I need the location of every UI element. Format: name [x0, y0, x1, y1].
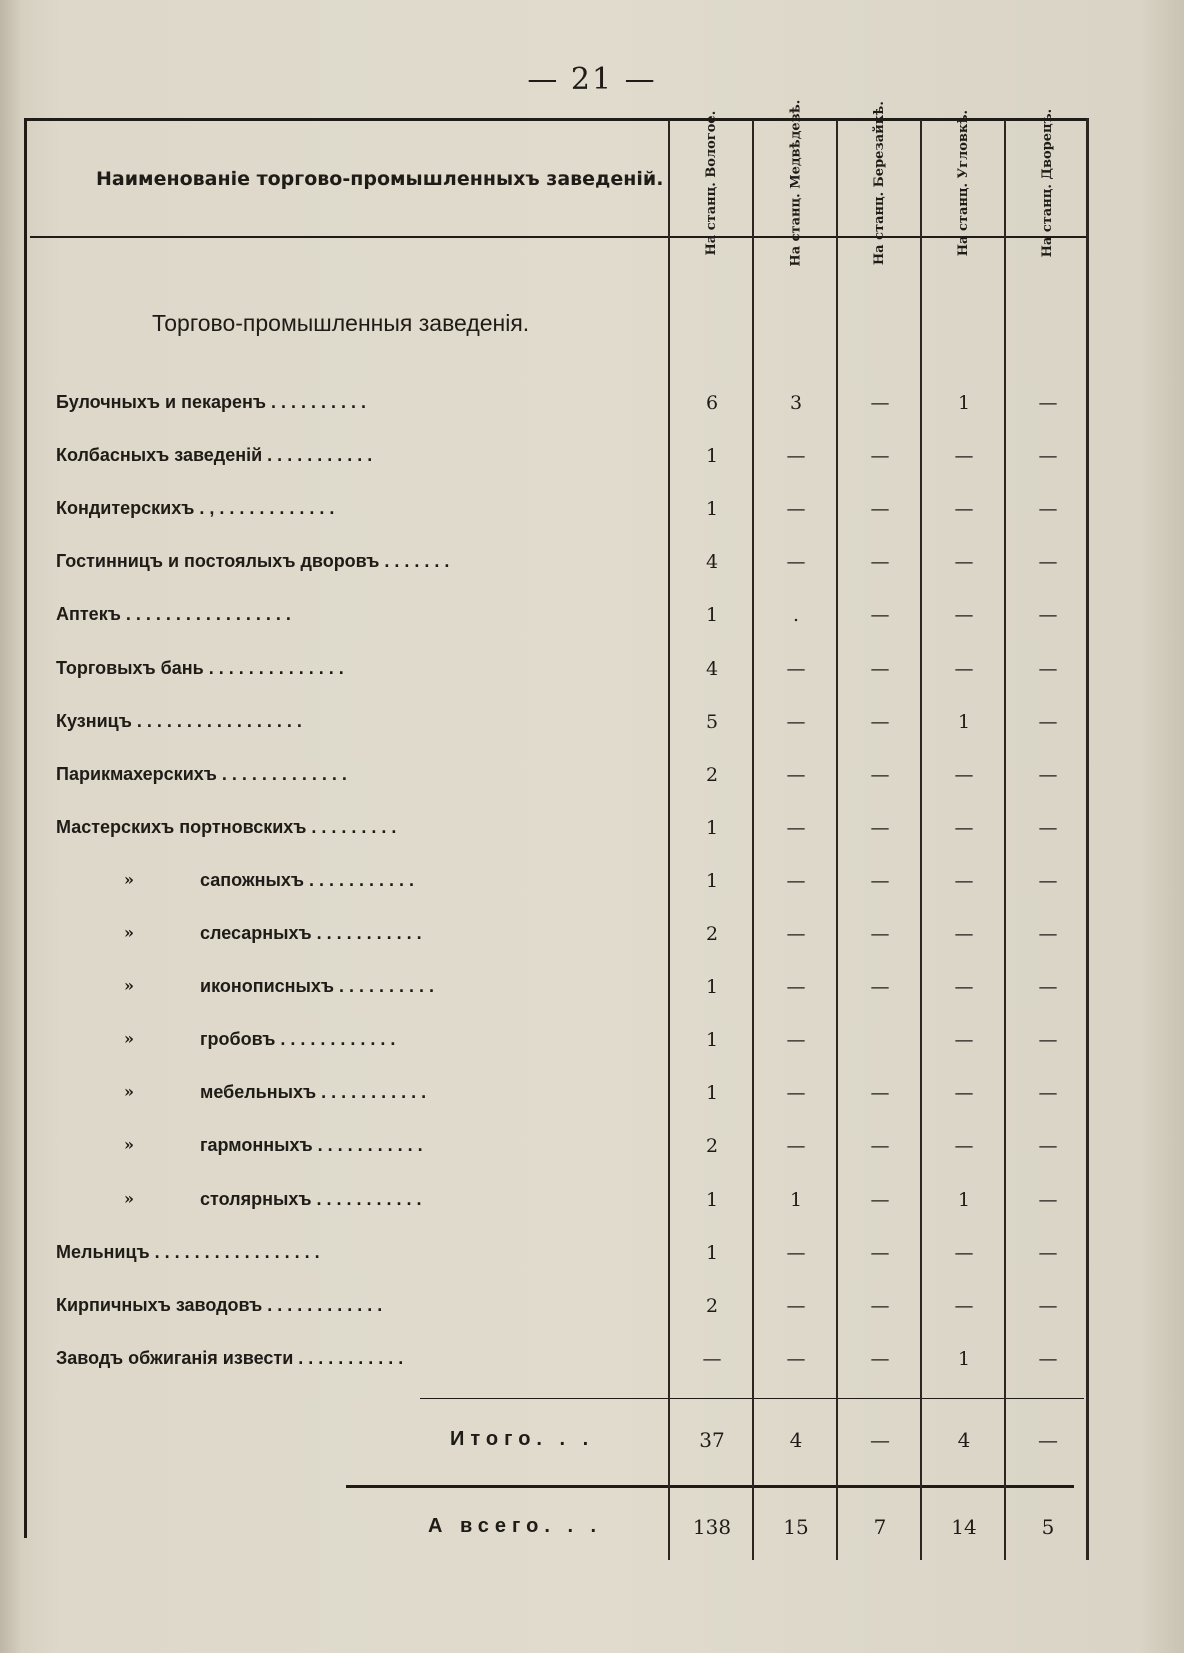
table-row [0, 658, 1184, 708]
row-cell: — [1038, 976, 1058, 998]
itogo-cell: — [1038, 1428, 1058, 1452]
vsego-row [0, 1515, 1184, 1565]
itogo-cell: — [870, 1428, 890, 1452]
table-row [0, 870, 1184, 920]
vsego-top-rule [346, 1485, 1074, 1488]
row-cell: — [870, 1295, 890, 1317]
itogo-cell: 37 [699, 1428, 725, 1452]
row-label: Гостинницъ и постоялыхъ дворовъ . . . . . . . [56, 551, 450, 571]
table-row [0, 1348, 1184, 1398]
row-cell: — [1038, 551, 1058, 573]
row-label: иконописныхъ . . . . . . . . . . [200, 976, 435, 996]
column-header-dvorets: На станц. Дворецъ. [1039, 108, 1055, 258]
ditto-mark: » [124, 1029, 134, 1048]
ditto-mark: » [124, 923, 134, 942]
row-cell: — [954, 551, 974, 573]
row-cell: 1 [705, 1082, 719, 1104]
row-cell: — [954, 658, 974, 680]
row-cell: — [1038, 870, 1058, 892]
row-cell: — [954, 1082, 974, 1104]
row-cell: — [786, 870, 806, 892]
table-header-title: Наименованіе торгово-промышленныхъ заведеній. [96, 168, 664, 190]
row-cell: — [870, 604, 890, 626]
row-cell: — [870, 1082, 890, 1104]
column-header-uglovka: На станц. Угловкѣ. [955, 109, 971, 257]
row-cell: — [954, 604, 974, 626]
row-cell: 1 [705, 817, 719, 839]
table-row [0, 1135, 1184, 1185]
row-cell: — [870, 445, 890, 467]
vsego-cell: 15 [783, 1515, 809, 1539]
row-cell: 2 [705, 1135, 719, 1157]
row-label: гробовъ . . . . . . . . . . . . [200, 1029, 396, 1049]
row-label: Мастерскихъ портновскихъ . . . . . . . . . [56, 817, 397, 837]
table-row [0, 1082, 1184, 1132]
ditto-mark: » [124, 1135, 134, 1154]
row-cell: — [786, 551, 806, 573]
row-cell: — [954, 923, 974, 945]
row-label: Кирпичныхъ заводовъ . . . . . . . . . . . . [56, 1295, 383, 1315]
row-cell: — [786, 817, 806, 839]
row-cell: — [1038, 392, 1058, 414]
row-cell: 2 [705, 923, 719, 945]
row-cell: — [786, 764, 806, 786]
row-cell: — [1038, 445, 1058, 467]
ditto-mark: » [124, 976, 134, 995]
row-cell: — [1038, 764, 1058, 786]
row-cell: — [870, 551, 890, 573]
row-cell: 1 [705, 1029, 719, 1051]
row-cell: 1 [957, 1348, 971, 1370]
row-cell: — [1038, 1295, 1058, 1317]
vsego-label: А всего. . . [428, 1515, 603, 1537]
row-label: Парикмахерскихъ . . . . . . . . . . . . . [56, 764, 347, 784]
row-cell: 4 [705, 658, 719, 680]
row-label: слесарныхъ . . . . . . . . . . . [200, 923, 422, 943]
row-cell: — [786, 1135, 806, 1157]
row-cell: — [954, 498, 974, 520]
table-row [0, 604, 1184, 654]
row-cell: — [786, 711, 806, 733]
row-cell: — [870, 1348, 890, 1370]
row-cell: — [870, 1242, 890, 1264]
table-row [0, 711, 1184, 761]
row-cell: — [1038, 1189, 1058, 1211]
ditto-mark: » [124, 870, 134, 889]
section-title: Торгово-промышленныя заведенія. [152, 310, 530, 336]
row-cell: 1 [957, 1189, 971, 1211]
row-cell: — [870, 658, 890, 680]
row-cell: 1 [705, 498, 719, 520]
row-cell: — [870, 392, 890, 414]
top-rule [26, 118, 1088, 121]
row-cell: — [1038, 498, 1058, 520]
row-label: Булочныхъ и пекаренъ . . . . . . . . . . [56, 392, 367, 412]
row-cell: 1 [705, 976, 719, 998]
vsego-cell: 5 [1041, 1515, 1055, 1539]
row-label: Мельницъ . . . . . . . . . . . . . . . . . [56, 1242, 320, 1262]
table-row [0, 551, 1184, 601]
row-label: столярныхъ . . . . . . . . . . . [200, 1189, 422, 1209]
row-cell: — [786, 1348, 806, 1370]
table-row [0, 498, 1184, 548]
row-cell: — [870, 870, 890, 892]
vsego-cell: 138 [692, 1515, 732, 1539]
row-cell: — [870, 1189, 890, 1211]
row-cell: — [870, 1135, 890, 1157]
vsego-cell: 14 [951, 1515, 977, 1539]
row-cell: 4 [705, 551, 719, 573]
row-cell: — [870, 817, 890, 839]
row-cell: — [1038, 817, 1058, 839]
row-label: Колбасныхъ заведеній . . . . . . . . . . . [56, 445, 373, 465]
row-label: Торговыхъ бань . . . . . . . . . . . . . . [56, 658, 344, 678]
row-cell: 1 [705, 445, 719, 467]
row-cell: 1 [705, 604, 719, 626]
row-cell: — [786, 498, 806, 520]
row-cell: — [1038, 604, 1058, 626]
row-cell: . [792, 604, 800, 626]
row-cell: — [786, 1242, 806, 1264]
itogo-label: Итого. . . [450, 1428, 595, 1450]
row-cell: — [786, 1295, 806, 1317]
row-cell: — [870, 498, 890, 520]
page-number: — 21 — [527, 62, 657, 97]
ditto-mark: » [124, 1189, 134, 1208]
table-row [0, 445, 1184, 495]
vsego-cell: 7 [873, 1515, 887, 1539]
row-cell: — [954, 1295, 974, 1317]
table-row [0, 1295, 1184, 1345]
row-cell: — [1038, 658, 1058, 680]
table-row [0, 1029, 1184, 1079]
row-label: Аптекъ . . . . . . . . . . . . . . . . . [56, 604, 291, 624]
ditto-mark: » [124, 1082, 134, 1101]
row-cell: — [786, 923, 806, 945]
row-cell: — [954, 445, 974, 467]
row-cell: — [1038, 1242, 1058, 1264]
table-row [0, 817, 1184, 867]
row-cell: 5 [705, 711, 719, 733]
row-cell: 2 [705, 1295, 719, 1317]
row-cell: 1 [705, 870, 719, 892]
row-cell: 6 [705, 392, 719, 414]
row-label: Кузницъ . . . . . . . . . . . . . . . . . [56, 711, 302, 731]
row-cell: — [954, 764, 974, 786]
row-cell: — [786, 445, 806, 467]
row-cell: — [954, 976, 974, 998]
column-header-berezaika: На станц. Березайкѣ. [871, 101, 887, 265]
row-cell: — [1038, 1029, 1058, 1051]
table-row [0, 392, 1184, 442]
row-label: гармонныхъ . . . . . . . . . . . [200, 1135, 423, 1155]
itogo-cell: 4 [789, 1428, 803, 1452]
table-row [0, 1189, 1184, 1239]
table-row [0, 764, 1184, 814]
row-cell: — [954, 1242, 974, 1264]
row-cell: — [702, 1348, 722, 1370]
row-cell: 2 [705, 764, 719, 786]
row-cell: — [1038, 711, 1058, 733]
row-cell: — [786, 658, 806, 680]
row-label: Заводъ обжиганія извести . . . . . . . . . . . [56, 1348, 404, 1368]
row-cell: — [870, 976, 890, 998]
header-bottom-rule [30, 236, 1088, 238]
table-row [0, 976, 1184, 1026]
row-label: мебельныхъ . . . . . . . . . . . [200, 1082, 427, 1102]
row-cell: — [954, 1029, 974, 1051]
row-cell: — [870, 764, 890, 786]
row-cell: — [1038, 1082, 1058, 1104]
row-cell: 1 [789, 1189, 803, 1211]
column-header-medvedevo: На станц. Медвѣдевѣ. [787, 99, 803, 267]
row-label: сапожныхъ . . . . . . . . . . . [200, 870, 415, 890]
row-label: Кондитерскихъ . , . . . . . . . . . . . . [56, 498, 335, 518]
row-cell: — [1038, 923, 1058, 945]
row-cell: — [786, 1082, 806, 1104]
row-cell: 1 [957, 392, 971, 414]
row-cell: — [954, 1135, 974, 1157]
column-header-vologoe: На станц. Вологое. [703, 110, 719, 256]
itogo-row [0, 1428, 1184, 1478]
row-cell: — [786, 976, 806, 998]
itogo-cell: 4 [957, 1428, 971, 1452]
row-cell: 1 [705, 1242, 719, 1264]
row-cell: 1 [957, 711, 971, 733]
row-cell: — [1038, 1135, 1058, 1157]
row-cell: 1 [705, 1189, 719, 1211]
row-cell: — [870, 711, 890, 733]
row-cell: — [954, 870, 974, 892]
table-row [0, 1242, 1184, 1292]
row-cell: — [954, 817, 974, 839]
row-cell: — [1038, 1348, 1058, 1370]
row-cell: — [870, 923, 890, 945]
table-row [0, 923, 1184, 973]
row-cell: — [786, 1029, 806, 1051]
row-cell: 3 [789, 392, 803, 414]
